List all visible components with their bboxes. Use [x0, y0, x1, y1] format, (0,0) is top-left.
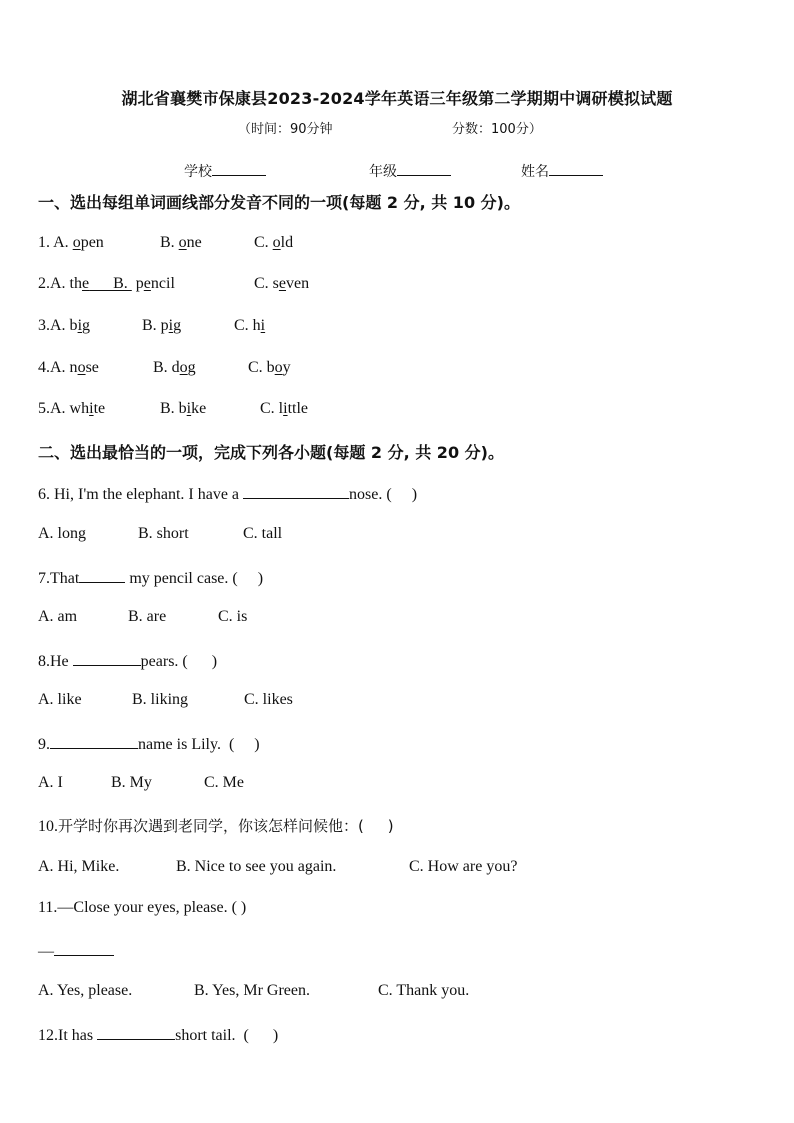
question-3-option-b[interactable]: B. pig [142, 317, 182, 334]
question-7: 7.That my pencil case. ( ) [38, 567, 263, 588]
question-8: 8.He pears. ( ) [38, 650, 217, 671]
question-2: 2.A. the B. pencil [38, 275, 175, 292]
exam-score: 分数：100分） [452, 122, 542, 137]
question-4-option-b[interactable]: B. dog [153, 359, 196, 376]
question-6-option-b[interactable]: B. short [138, 525, 189, 542]
question-6: 6. Hi, I'm the elephant. I have a nose. ( ) [38, 483, 417, 504]
question-9-option-a[interactable]: A. I [38, 774, 63, 791]
question-8-option-b[interactable]: B. liking [132, 691, 189, 708]
question-8-blank[interactable] [73, 650, 141, 666]
question-11-option-c[interactable]: C. Thank you. [378, 982, 470, 999]
question-10-option-c[interactable]: C. How are you? [409, 858, 518, 875]
grade-blank[interactable] [397, 160, 451, 176]
question-6-option-c[interactable]: C. tall [243, 525, 283, 542]
question-10: 10.开学时你再次遇到老同学，你该怎样问候他：( ) [38, 817, 394, 835]
name-field: 姓名 [521, 160, 603, 181]
question-9-option-b[interactable]: B. My [111, 774, 152, 791]
question-7-blank[interactable] [79, 567, 125, 583]
name-blank[interactable] [549, 160, 603, 176]
question-5-option-b[interactable]: B. bike [160, 400, 207, 417]
question-4-option-c[interactable]: C. boy [248, 359, 291, 376]
question-9-option-c[interactable]: C. Me [204, 774, 244, 791]
question-11: 11.—Close your eyes, please. ( ) [38, 899, 247, 916]
question-9-blank[interactable] [50, 733, 138, 749]
question-11-blank[interactable] [54, 940, 114, 956]
section-2-heading: 二、选出最恰当的一项，完成下列各小题(每题 2 分, 共 20 分)。 [38, 443, 504, 462]
question-10-option-a[interactable]: A. Hi, Mike. [38, 858, 120, 875]
question-11-reply: — [38, 940, 114, 961]
question-6-blank[interactable] [243, 483, 349, 499]
question-7-option-a[interactable]: A. am [38, 608, 78, 625]
question-8-option-a[interactable]: A. like [38, 691, 82, 708]
school-field: 学校 [184, 160, 266, 181]
question-7-option-c[interactable]: C. is [218, 608, 248, 625]
school-blank[interactable] [212, 160, 266, 176]
question-3-option-c[interactable]: C. hi [234, 317, 266, 334]
section-1-heading: 一、选出每组单词画线部分发音不同的一项(每题 2 分, 共 10 分)。 [38, 193, 520, 212]
question-5-option-c[interactable]: C. little [260, 400, 309, 417]
question-12-blank[interactable] [97, 1024, 175, 1040]
exam-time: （时间：90分钟 [238, 122, 333, 137]
question-1: 1. A. open [38, 234, 104, 251]
question-3: 3.A. big [38, 317, 91, 334]
question-1-option-b[interactable]: B. one [160, 234, 202, 251]
question-4: 4.A. nose [38, 359, 99, 376]
question-7-option-b[interactable]: B. are [128, 608, 167, 625]
question-10-option-b[interactable]: B. Nice to see you again. [176, 858, 337, 875]
question-8-option-c[interactable]: C. likes [244, 691, 293, 708]
question-12: 12.It has short tail. ( ) [38, 1024, 278, 1045]
question-6-option-a[interactable]: A. long [38, 525, 86, 542]
question-2-option-c[interactable]: C. seven [254, 275, 310, 292]
question-9: 9. name is Lily. ( ) [38, 733, 260, 754]
question-11-option-a[interactable]: A. Yes, please. [38, 982, 133, 999]
question-5: 5.A. white [38, 400, 106, 417]
page-title: 湖北省襄樊市保康县2023-2024学年英语三年级第二学期期中调研模拟试题 [121, 89, 673, 108]
question-1-option-c[interactable]: C. old [254, 234, 294, 251]
grade-field: 年级 [369, 160, 451, 181]
question-11-option-b[interactable]: B. Yes, Mr Green. [194, 982, 310, 999]
